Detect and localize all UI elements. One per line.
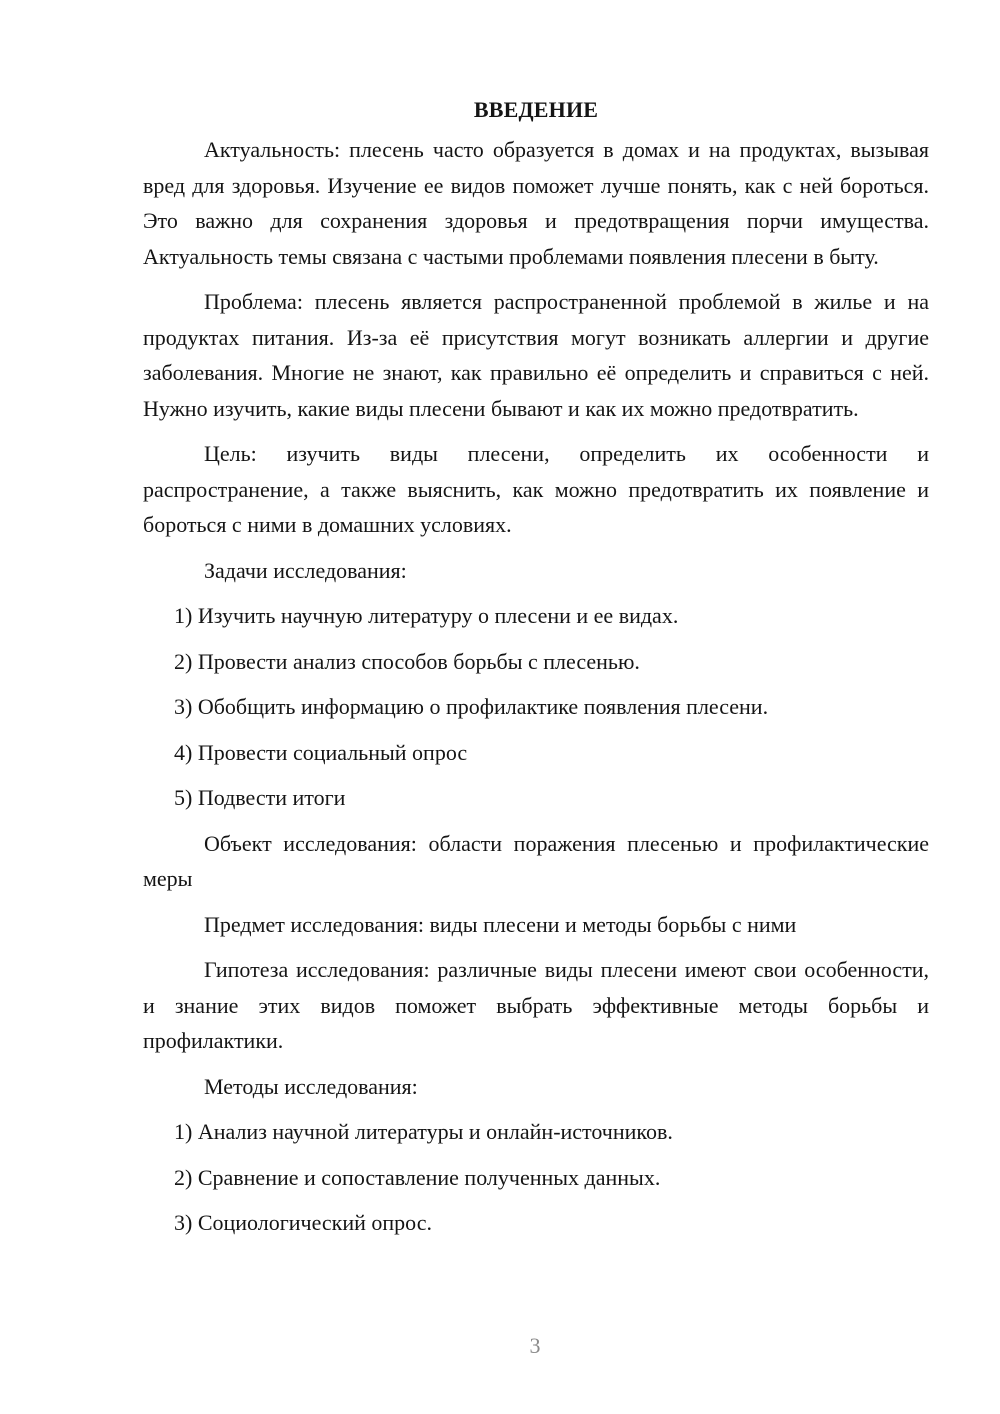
list-item: 2) Сравнение и сопоставление полученных данных. xyxy=(174,1164,661,1190)
list-item: 4) Провести социальный опрос xyxy=(174,739,468,765)
subject-paragraph: Предмет исследования: виды плесени и методы борьбы с ними xyxy=(204,911,797,937)
page-number: 3 xyxy=(529,1333,541,1358)
page-title: ВВЕДЕНИЕ xyxy=(473,97,599,122)
list-item: 1) Изучить научную литературу о плесени и ее видах. xyxy=(174,603,679,628)
relevance-paragraph: Актуальность: плесень часто образуется в домах и на продуктах, вызывая вред для здоровья. Изучение ее видов поможет лучше понять, как с ней бороться. Это важно для сохранения здоровья и предотвращения порчи имущества. Актуальность темы связана с частыми проблемами появления плесени в быту. xyxy=(143,137,929,269)
methods-heading: Методы исследования: xyxy=(204,1073,418,1099)
tasks-heading: Задачи исследования: xyxy=(204,557,407,583)
tasks-list xyxy=(143,598,929,816)
list-item: 1) Анализ научной литературы и онлайн-источников. xyxy=(174,1119,673,1144)
document-page xyxy=(143,92,929,1251)
object-paragraph: Объект исследования: области поражения плесенью и профилактические меры xyxy=(143,830,929,891)
list-item: 3) Социологический опрос. xyxy=(174,1210,432,1235)
list-item: 5) Подвести итоги xyxy=(174,785,346,810)
methods-list xyxy=(143,1114,929,1241)
list-item: 2) Провести анализ способов борьбы с плесенью. xyxy=(174,648,640,674)
hypothesis-paragraph: Гипотеза исследования: различные виды плесени имеют свои особенности, и знание этих видов поможет выбрать эффективные методы борьбы и профилактики. xyxy=(143,957,929,1053)
list-item: 3) Обобщить информацию о профилактике появления плесени. xyxy=(174,694,769,719)
problem-paragraph: Проблема: плесень является распространенной проблемой в жилье и на продуктах питания. Из-за её присутствия могут возникать аллергии и другие заболевания. Многие не знают, как правильно её определить и справиться с ней. Нужно изучить, какие виды плесени бывают и как их можно предотвратить. xyxy=(143,289,929,421)
goal-paragraph: Цель: изучить виды плесени, определить их особенности и распространение, а также выяснить, как можно предотвратить их появление и бороться с ними в домашних условиях. xyxy=(143,441,929,537)
